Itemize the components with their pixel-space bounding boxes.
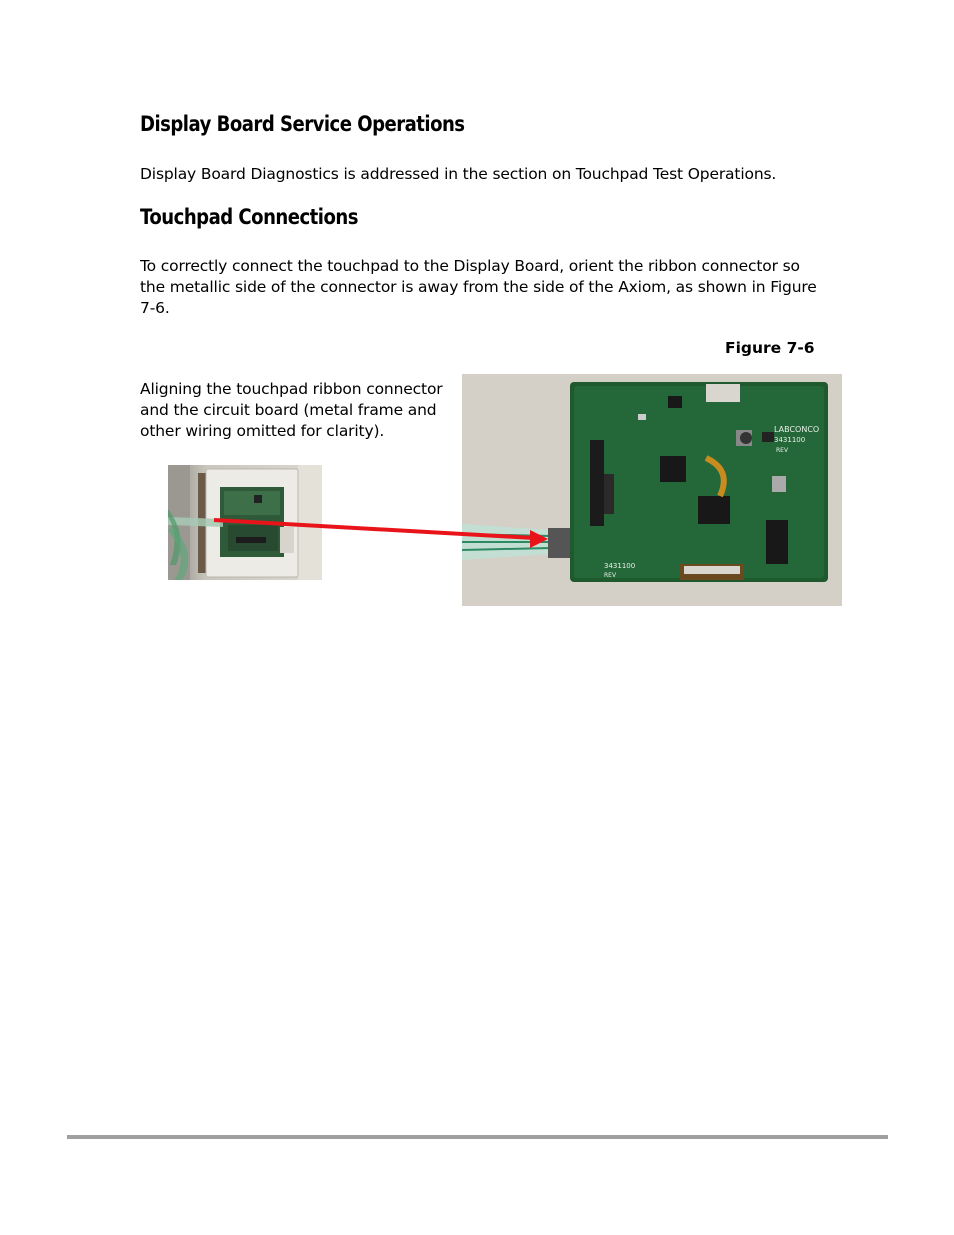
board-part-label-bottom: 3431100 <box>604 562 636 570</box>
section-body-touchpad: To correctly connect the touchpad to the Display Board, orient the ribbon connector so the metallic side of the connector is away from the side of the Axiom, as shown in Figure 7-6. <box>140 257 817 317</box>
section-heading-display-board: Display Board Service Operations <box>140 112 465 136</box>
touchpad-unit-photo <box>168 465 322 580</box>
footer-rule <box>67 1135 888 1139</box>
figure-label: Figure 7-6 <box>725 339 815 357</box>
section-body-display-board: Display Board Diagnostics is addressed in the section on Touchpad Test Operations. <box>140 165 777 183</box>
board-rev-label-top: REV <box>776 447 789 454</box>
figure-caption: Aligning the touchpad ribbon connector and the circuit board (metal frame and other wiring omitted for clarity). <box>140 380 443 440</box>
board-brand-label: LABCONCO <box>774 425 820 434</box>
section-heading-touchpad: Touchpad Connections <box>140 205 358 229</box>
display-board-photo <box>462 374 842 606</box>
board-rev-label-bottom: REV <box>604 572 617 579</box>
board-part-label-top: 3431100 <box>774 436 806 444</box>
